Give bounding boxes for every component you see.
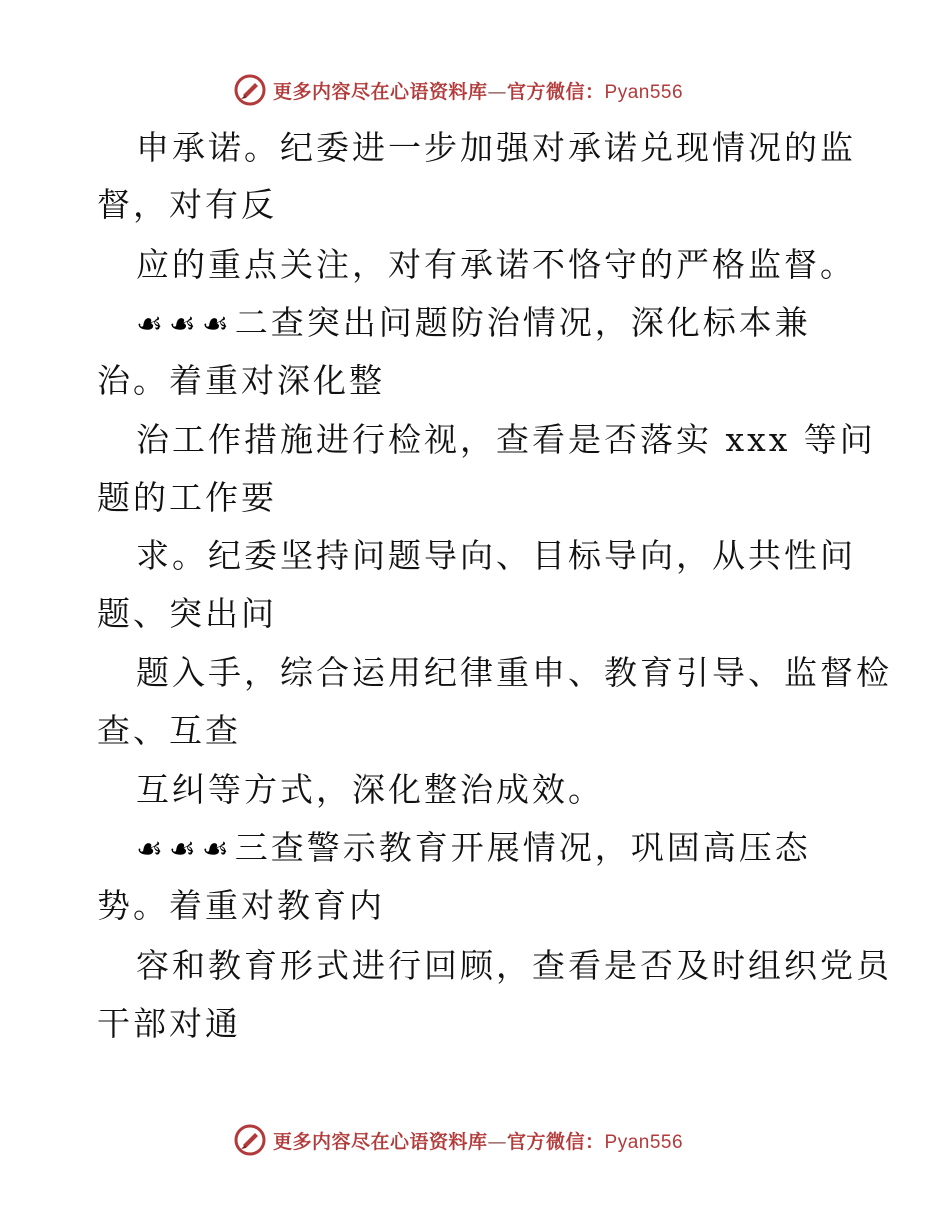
text-line: 治工作措施进行检视，查看是否落实 xxx 等问 (136, 420, 876, 459)
banner-text: 更多内容尽在心语资料库—官方微信：Pyan556 (273, 80, 684, 103)
ornament-icon: ☙ (201, 832, 229, 867)
ornament-icon: ☙ (168, 832, 196, 867)
text-line: 题的工作要 (97, 478, 277, 517)
section-heading: 三查警示教育开展情况，巩固高压态 (234, 828, 811, 867)
text-line: 互纠等方式，深化整治成效。 (136, 770, 604, 809)
ornament-icon: ☙ (168, 307, 196, 342)
text-line: 查、互查 (97, 711, 241, 750)
logo-icon (233, 1123, 267, 1157)
text-line: 题入手，综合运用纪律重申、教育引导、监督检 (136, 653, 892, 692)
text-line: 势。着重对教育内 (97, 886, 385, 925)
section-line (136, 828, 811, 868)
text-line: 督，对有反 (97, 185, 277, 224)
text-line: 申承诺。纪委进一步加强对承诺兑现情况的监 (136, 128, 856, 167)
text-line: 题、突出问 (97, 594, 277, 633)
ornament-icon: ☙ (136, 832, 163, 867)
header-banner (0, 70, 950, 110)
footer-banner (0, 1120, 950, 1160)
text-line: 治。着重对深化整 (97, 361, 385, 400)
ornament-icon: ☙ (136, 307, 163, 342)
text-line: 容和教育形式进行回顾，查看是否及时组织党员 (136, 946, 892, 985)
section-heading: 二查突出问题防治情况，深化标本兼 (234, 303, 811, 342)
ornament-icon: ☙ (201, 307, 229, 342)
banner-text: 更多内容尽在心语资料库—官方微信：Pyan556 (273, 1130, 684, 1153)
text-line: 应的重点关注，对有承诺不恪守的严格监督。 (136, 245, 856, 284)
section-line (136, 303, 811, 343)
text-line: 干部对通 (97, 1004, 241, 1043)
logo-icon (233, 73, 267, 107)
text-line: 求。纪委坚持问题导向、目标导向，从共性问 (136, 536, 856, 575)
